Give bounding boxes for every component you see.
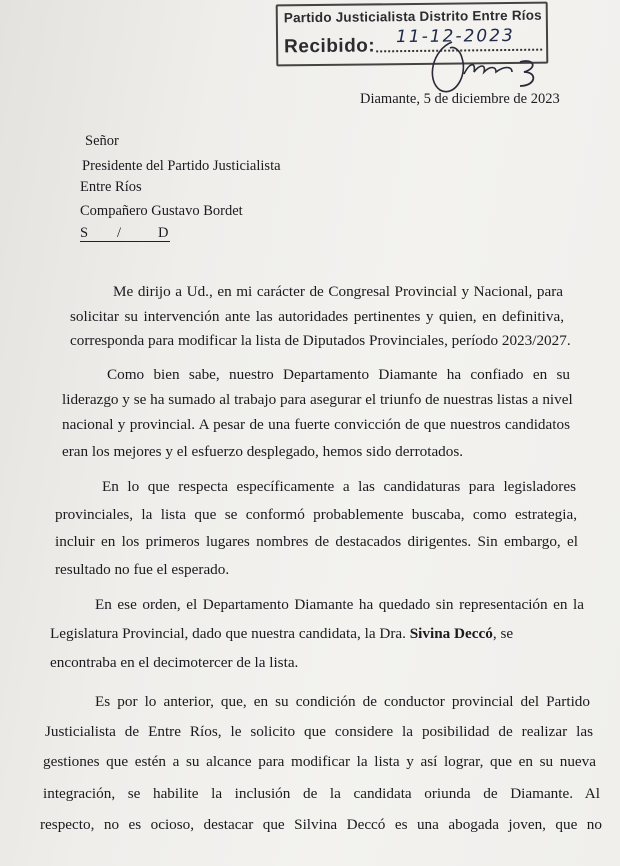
body-text: , se	[492, 625, 514, 642]
body-line: Me dirijo a Ud., en mi carácter de Congresal Provincial y Nacional, para	[113, 283, 563, 300]
body-line: encontraba en el decimotercer de la lista.	[50, 654, 299, 671]
stamp-received-label: Recibido:	[284, 35, 376, 58]
body-line: Como bien sabe, nuestro Departamento Diamante ha confiado en su	[107, 366, 570, 383]
body-line: gestiones que estén a su alcance para modificar la lista y así lograr, que en su nueva	[43, 753, 596, 770]
body-line: Justicialista de Entre Ríos, le solicito que considere la posibilidad de realizar las	[45, 723, 593, 740]
stamp-party-name: Partido Justicialista Distrito Entre Ríos	[283, 7, 542, 26]
body-line: resultado no fue el esperado.	[55, 561, 230, 578]
sd-d: D	[158, 225, 169, 241]
body-line: integración, se habilite la inclusión de la candidata oriunda de Diamante. Al	[43, 785, 600, 802]
body-line: provinciales, la lista que se conformó probablemente buscaba, como estrategia,	[55, 506, 577, 523]
signature-scribble-icon	[424, 36, 554, 96]
body-line: incluir en los primeros lugares nombres de destacados dirigentes. Sin embargo, el	[55, 533, 578, 550]
body-line: nacional y provincial. A pesar de una fuerte convicción de que nuestros candidatos	[62, 416, 570, 433]
su-despacho	[80, 225, 170, 242]
letter-date: Diamante, 5 de diciembre de 2023	[360, 91, 560, 107]
candidate-name: Sivina Deccó	[409, 625, 493, 642]
body-line: eran los mejores y el esfuerzo desplegado, hemos sido derrotados.	[62, 443, 464, 460]
recipient-name: Compañero Gustavo Bordet	[80, 203, 243, 219]
body-line: En lo que respecta específicamente a las candidaturas para legisladores	[102, 478, 576, 495]
body-line-with-name	[50, 625, 587, 643]
sd-slash: /	[117, 225, 122, 241]
salutation: Señor	[85, 133, 119, 149]
body-line: En ese orden, el Departamento Diamante ha quedado sin representación en la	[95, 596, 584, 613]
body-line: Es por lo anterior, que, en su condición de conductor provincial del Partido	[95, 693, 590, 710]
stamp-received-date: 11-12-2023	[395, 25, 515, 48]
recipient-title: Presidente del Partido Justicialista	[82, 158, 281, 174]
body-line: respecto, no es ocioso, destacar que Silvina Deccó es una abogada joven, que no	[40, 816, 602, 833]
body-line: corresponda para modificar la lista de Diputados Provinciales, período 2023/2027.	[70, 332, 571, 349]
sd-s: S	[80, 225, 89, 241]
body-text: Legislatura Provincial, dado que nuestra candidata, la Dra.	[50, 625, 410, 642]
recipient-province: Entre Ríos	[80, 179, 142, 195]
body-line: liderazgo y se ha sumado al trabajo para asegurar el triunfo de nuestras listas a nivel	[62, 391, 573, 408]
body-line: solicitar su intervención ante las autoridades pertinentes y quien, en definitiva,	[70, 308, 564, 325]
